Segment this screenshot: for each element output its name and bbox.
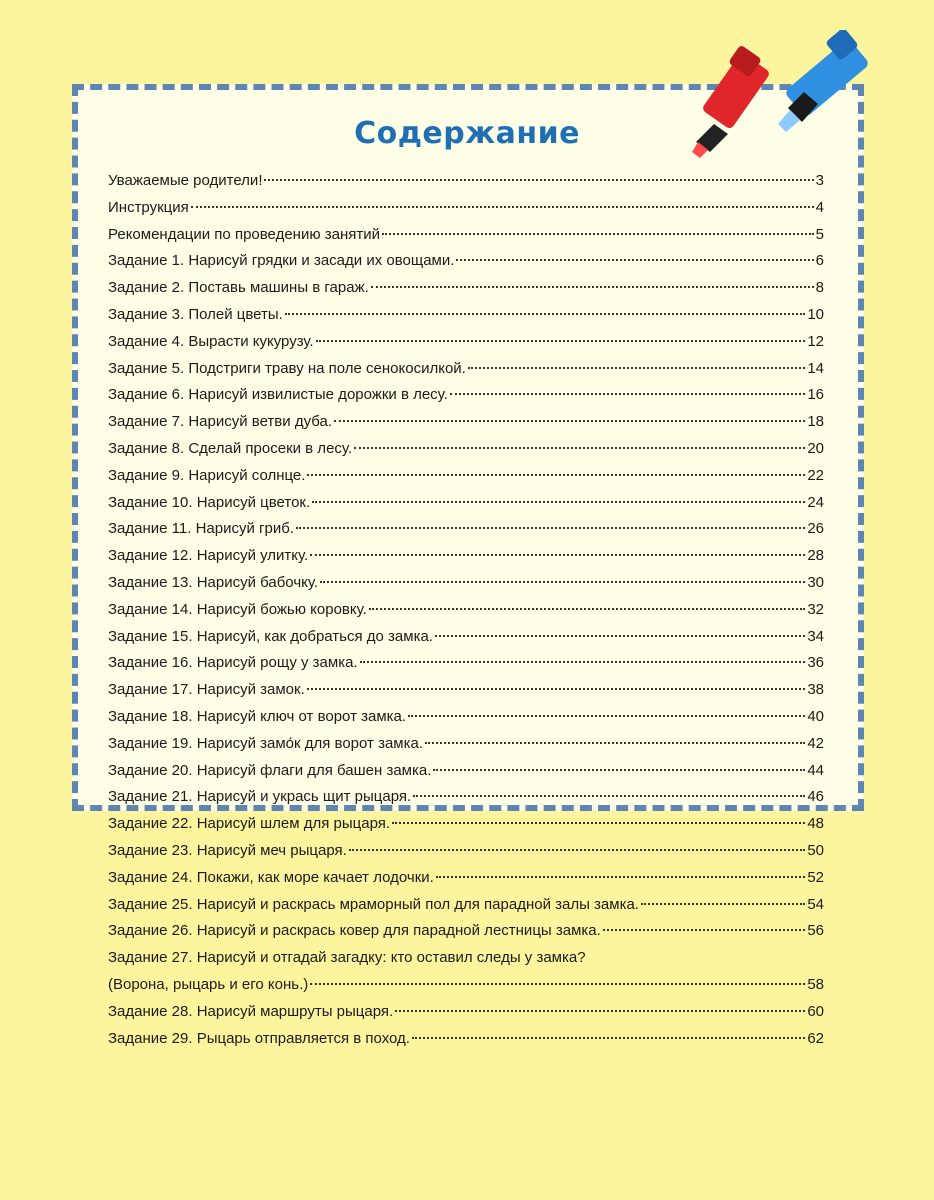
toc-entry-page: 30 [807, 573, 824, 591]
toc-entry-label: Задание 5. Подстриги траву на поле сенокосилкой. [108, 359, 466, 377]
toc-entry-label: Задание 25. Нарисуй и раскрась мраморный пол для парадной залы замка. [108, 895, 639, 913]
dot-leader [316, 325, 806, 342]
toc-entry-page: 6 [815, 252, 824, 270]
toc-entry-label: Уважаемые родители! [108, 172, 263, 189]
dot-leader [413, 780, 805, 797]
toc-entry-page: 60 [807, 1002, 824, 1020]
dot-leader [433, 754, 805, 771]
toc-entry-label: Инструкция [108, 198, 189, 216]
toc-entry-label: Задание 26. Нарисуй и раскрась ковер для парадной лестницы замка. [108, 922, 601, 940]
dot-leader [334, 405, 805, 422]
dot-leader [307, 673, 806, 690]
dot-leader [450, 378, 805, 395]
toc-entry-label: Задание 27. Нарисуй и отгадай загадку: кто оставил следы у замка? [108, 949, 586, 967]
toc-entry-page: 22 [807, 466, 824, 484]
toc-entry-label-cont: (Ворона, рыцарь и его конь.) [108, 975, 309, 993]
toc-entry-page: 16 [807, 386, 824, 404]
toc-entry-page: 52 [807, 868, 824, 886]
toc-entry-label: Задание 1. Нарисуй грядки и засади их овощами. [108, 252, 455, 270]
toc-entry-page: 32 [807, 600, 824, 618]
dot-leader [395, 995, 805, 1012]
toc-entry-page: 54 [807, 895, 824, 913]
dot-leader [312, 486, 805, 503]
dot-leader [371, 271, 814, 288]
dot-leader [641, 888, 805, 905]
dot-leader [369, 593, 806, 610]
toc-entry-label: Задание 17. Нарисуй замок. [108, 681, 305, 699]
toc-entry-page: 48 [807, 815, 824, 833]
toc-entry-label: Задание 9. Нарисуй солнце. [108, 466, 306, 484]
toc-entry-label: Задание 22. Нарисуй шлем для рыцаря. [108, 815, 391, 833]
toc-entry-label: Задание 24. Покажи, как море качает лодочки. [108, 868, 434, 886]
toc-entry-label: Задание 7. Нарисуй ветви дуба. [108, 413, 332, 431]
toc-entry-page: 50 [807, 841, 824, 859]
dot-leader [382, 218, 814, 235]
dot-leader [392, 807, 805, 824]
toc-entry-page: 8 [815, 279, 824, 297]
toc-entry-page: 4 [815, 198, 824, 216]
toc-entry-page: 28 [807, 547, 824, 565]
toc-entry-page: 14 [807, 359, 824, 377]
dot-leader [264, 164, 813, 181]
table-of-contents [108, 168, 824, 1052]
toc-entry-page: 62 [807, 1029, 824, 1047]
toc-entry-page: 26 [807, 520, 824, 538]
toc-entry-label: Задание 21. Нарисуй и укрась щит рыцаря. [108, 788, 412, 806]
toc-entry-page: 12 [807, 332, 824, 350]
toc-entry-label: Задание 16. Нарисуй рощу у замка. [108, 654, 358, 672]
dot-leader [307, 459, 805, 476]
dot-leader [191, 191, 814, 208]
toc-entry-page: 58 [807, 975, 824, 993]
toc-entry-label: Задание 20. Нарисуй флаги для башен замка. [108, 761, 432, 779]
toc-entry-page: 56 [807, 922, 824, 940]
toc-entry-page: 42 [807, 734, 824, 752]
toc-entry-label: Задание 11. Нарисуй гриб. [108, 520, 294, 538]
dot-leader [320, 566, 805, 583]
dot-leader [456, 244, 813, 261]
toc-entry-page: 38 [807, 681, 824, 699]
dot-leader [354, 432, 805, 449]
dot-leader [360, 646, 806, 663]
toc-entry-label: Задание 23. Нарисуй меч рыцаря. [108, 841, 347, 859]
toc-entry-page: 3 [815, 172, 824, 189]
toc-entry-page: 46 [807, 788, 824, 806]
toc-entry-page: 10 [807, 305, 824, 323]
toc-entry-page: 18 [807, 413, 824, 431]
toc-entry-page: 40 [807, 707, 824, 725]
dot-leader [349, 834, 806, 851]
toc-entry-label: Задание 15. Нарисуй, как добраться до замка. [108, 627, 433, 645]
dot-leader [310, 539, 805, 556]
dot-leader [425, 727, 805, 744]
toc-entry-label: Задание 29. Рыцарь отправляется в поход. [108, 1029, 410, 1047]
dot-leader [296, 512, 805, 529]
toc-entry-label: Задание 3. Полей цветы. [108, 305, 283, 323]
dot-leader [408, 700, 805, 717]
toc-entry-label: Задание 2. Поставь машины в гараж. [108, 279, 369, 297]
dot-leader [436, 861, 805, 878]
dot-leader [412, 1022, 805, 1039]
toc-entry-page: 20 [807, 439, 824, 457]
toc-entry-label: Задание 19. Нарисуй замо́к для ворот замка. [108, 734, 423, 752]
toc-entry-label: Задание 4. Вырасти кукурузу. [108, 332, 314, 350]
toc-entry-label: Задание 28. Нарисуй маршруты рыцаря. [108, 1002, 394, 1020]
toc-entry-page: 5 [815, 225, 824, 243]
toc-entry[interactable] [108, 1026, 824, 1053]
dot-leader [310, 968, 805, 985]
toc-entry-label: Рекомендации по проведению занятий [108, 225, 380, 243]
toc-entry-label: Задание 6. Нарисуй извилистые дорожки в лесу. [108, 386, 448, 404]
toc-entry-label: Задание 12. Нарисуй улитку. [108, 547, 309, 565]
toc-entry-label: Задание 10. Нарисуй цветок. [108, 493, 311, 511]
toc-entry-label: Задание 13. Нарисуй бабочку. [108, 573, 319, 591]
dot-leader [468, 352, 805, 369]
dot-leader [285, 298, 805, 315]
toc-entry[interactable] [108, 918, 824, 945]
page-title: Содержание [354, 116, 580, 151]
toc-entry[interactable] [108, 945, 824, 999]
toc-entry-label: Задание 14. Нарисуй божью коровку. [108, 600, 367, 618]
dot-leader [435, 620, 805, 637]
toc-entry-label: Задание 8. Сделай просеки в лесу. [108, 439, 353, 457]
toc-entry-page: 36 [807, 654, 824, 672]
dot-leader [603, 914, 806, 931]
toc-entry-page: 44 [807, 761, 824, 779]
toc-entry-page: 24 [807, 493, 824, 511]
toc-entry-page: 34 [807, 627, 824, 645]
toc-entry-label: Задание 18. Нарисуй ключ от ворот замка. [108, 707, 407, 725]
